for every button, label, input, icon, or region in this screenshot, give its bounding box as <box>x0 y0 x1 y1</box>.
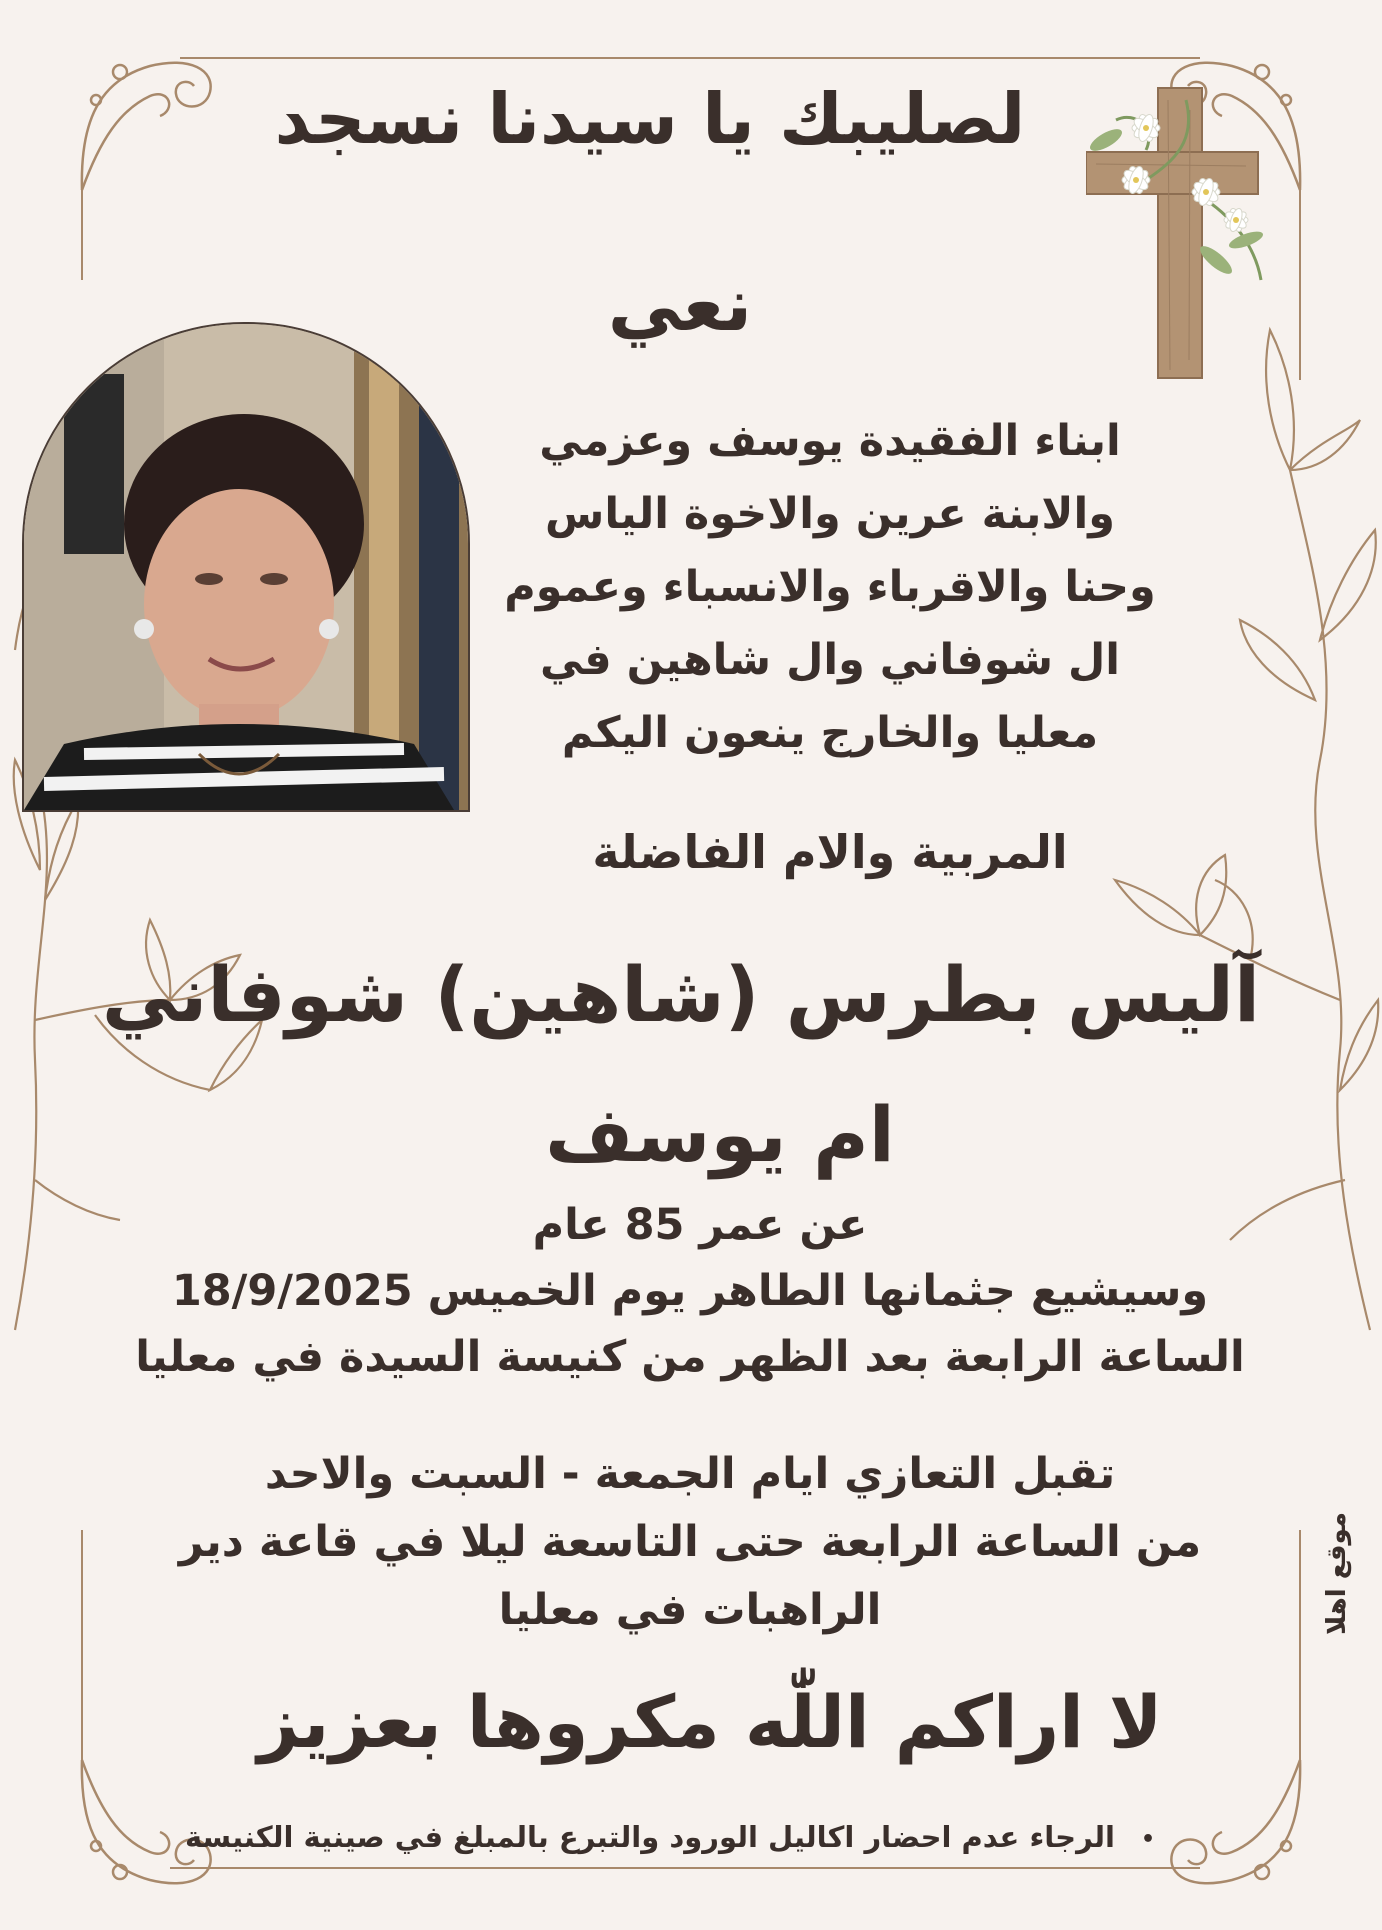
funeral-line: وسيشيع جثمانها الطاهر يوم الخميس 18/9/2025 <box>171 1266 1209 1316</box>
deceased-nickname: ام يوسف <box>545 1090 895 1179</box>
source-credit: موقع اهلا <box>1322 1512 1352 1635</box>
condolence-line: الراهبات في معليا <box>498 1585 882 1635</box>
condolence-line: من الساعة الرابعة حتى التاسعة ليلا في قاعة دير <box>178 1517 1202 1567</box>
corner-ornament-top-left <box>82 63 211 190</box>
request-note <box>120 1820 1220 1854</box>
portrait-photo-icon <box>24 324 468 810</box>
mourners-line: معليا والخارج ينعون اليكم <box>561 708 1099 758</box>
condolence-details <box>120 1440 1260 1644</box>
closing-phrase: لا اراكم اللّٰه مكروها بعزيز <box>257 1680 1163 1764</box>
notice-label: نعي <box>607 262 753 348</box>
funeral-details <box>100 1258 1280 1390</box>
page-title: لصليبك يا سيدنا نسجد <box>274 78 1026 160</box>
bullet-icon: • <box>1140 1826 1156 1852</box>
deceased-description: المربية والام الفاضلة <box>592 825 1068 879</box>
cross-with-lilies <box>1086 80 1276 380</box>
deceased-age: عن عمر 85 عام <box>532 1200 868 1250</box>
funeral-line: الساعة الرابعة بعد الظهر من كنيسة السيدة في معليا <box>135 1332 1245 1382</box>
mourners-block <box>440 405 1220 770</box>
request-note-text: الرجاء عدم احضار اكاليل الورود والتبرع بالمبلغ في صينية الكنيسة <box>184 1820 1115 1854</box>
mourners-line: والابنة عرين والاخوة الياس <box>545 489 1115 539</box>
deceased-name: آليس بطرس (شاهين) شوفاني <box>101 950 1260 1039</box>
mourners-line: ال شوفاني وال شاهين في <box>539 635 1121 685</box>
mourners-line: وحنا والاقرباء والانسباء وعموم <box>504 562 1156 612</box>
deceased-portrait <box>22 322 470 812</box>
mourners-line: ابناء الفقيدة يوسف وعزمي <box>539 416 1121 466</box>
condolence-line: تقبل التعازي ايام الجمعة - السبت والاحد <box>264 1449 1116 1499</box>
